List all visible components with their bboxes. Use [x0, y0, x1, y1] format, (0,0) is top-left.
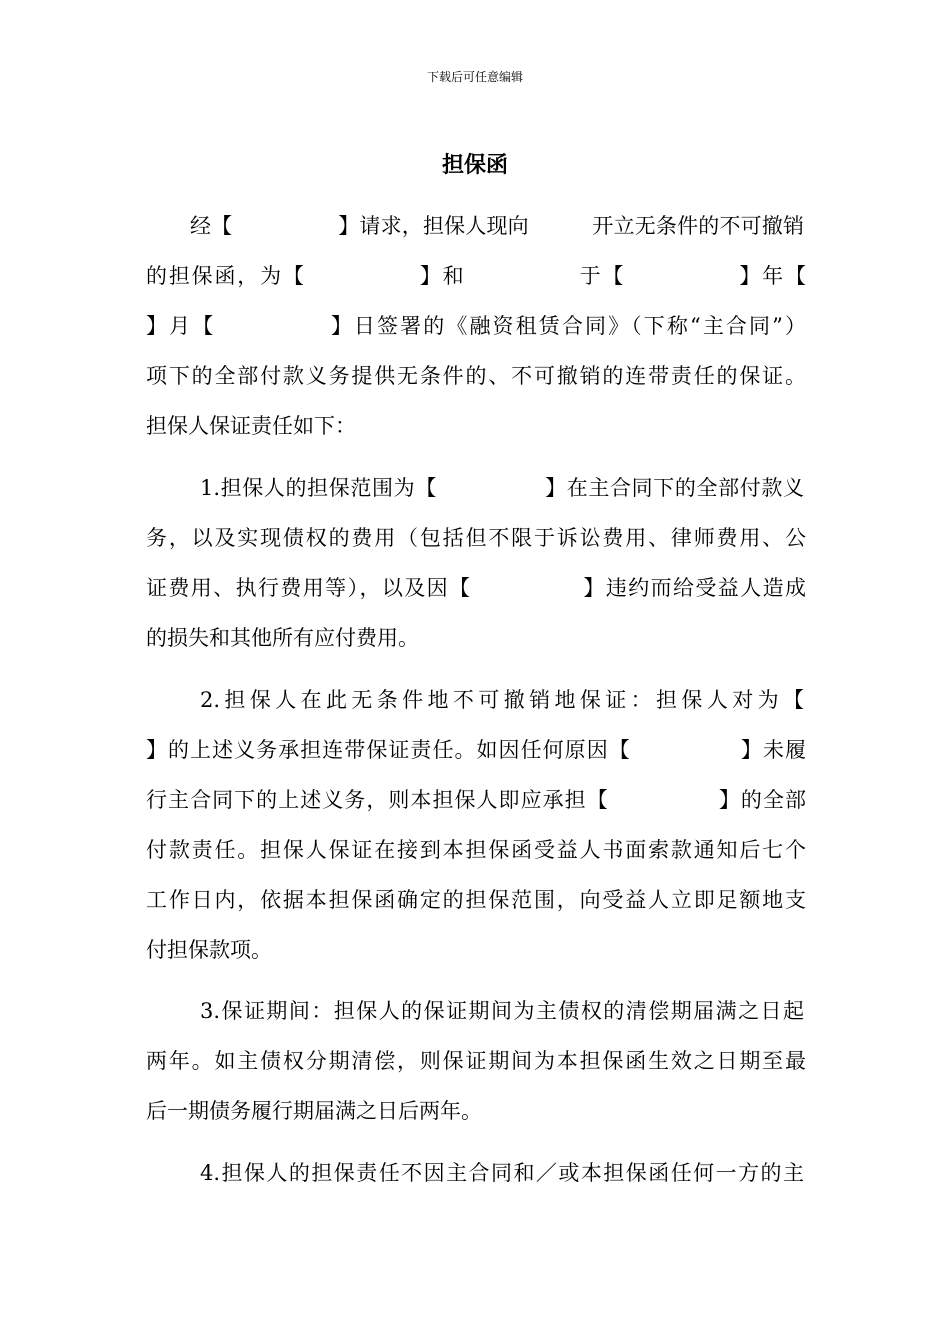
paragraph-intro-line-4: 项下的全部付款义务提供无条件的、不可撤销的连带责任的保证。 [146, 364, 806, 388]
clause-1-line-4: 的损失和其他所有应付费用。 [146, 626, 419, 650]
clause-2-line-6: 付担保款项。 [146, 938, 272, 962]
clause-2-line-2: 】的上述义务承担连带保证责任。如因任何原因【 】未履 [146, 738, 806, 762]
clause-4-line-1: 4.担保人的担保责任不因主合同和／或本担保函任何一方的主 [200, 1161, 804, 1185]
page-header: 下载后可任意编辑 [426, 70, 523, 84]
clause-3-line-3: 后一期债务履行期届满之日后两年。 [146, 1099, 482, 1123]
clause-1-line-3: 证费用、执行费用等），以及因【 】违约而给受益人造成 [146, 576, 806, 600]
clause-2-line-5: 工作日内，依据本担保函确定的担保范围，向受益人立即足额地支 [146, 888, 806, 912]
paragraph-intro-line-2: 的担保函，为【 】和 于【 】年【 [146, 264, 806, 288]
clause-1-line-1: 1.担保人的担保范围为【 】在主合同下的全部付款义 [200, 476, 804, 500]
clause-2-line-3: 行主合同下的上述义务，则本担保人即应承担【 】的全部 [146, 788, 806, 812]
paragraph-intro-line-5: 担保人保证责任如下： [146, 414, 356, 438]
clause-2-line-1: 2.担保人在此无条件地不可撤销地保证：担保人对为【 [200, 688, 804, 712]
clause-3-line-2: 两年。如主债权分期清偿，则保证期间为本担保函生效之日期至最 [146, 1049, 806, 1073]
clause-3-line-1: 3.保证期间：担保人的保证期间为主债权的清偿期届满之日起 [200, 999, 804, 1023]
clause-1-line-2: 务，以及实现债权的费用（包括但不限于诉讼费用、律师费用、公 [146, 526, 806, 550]
paragraph-intro-line-3: 】月【 】日签署的《融资租赁合同》（下称“主合同”） [146, 314, 806, 338]
document-title: 担保函 [441, 153, 508, 178]
paragraph-intro-line-1: 经【 】请求，担保人现向 开立无条件的不可撤销 [190, 214, 804, 238]
clause-2-line-4: 付款责任。担保人保证在接到本担保函受益人书面索款通知后七个 [146, 838, 806, 862]
